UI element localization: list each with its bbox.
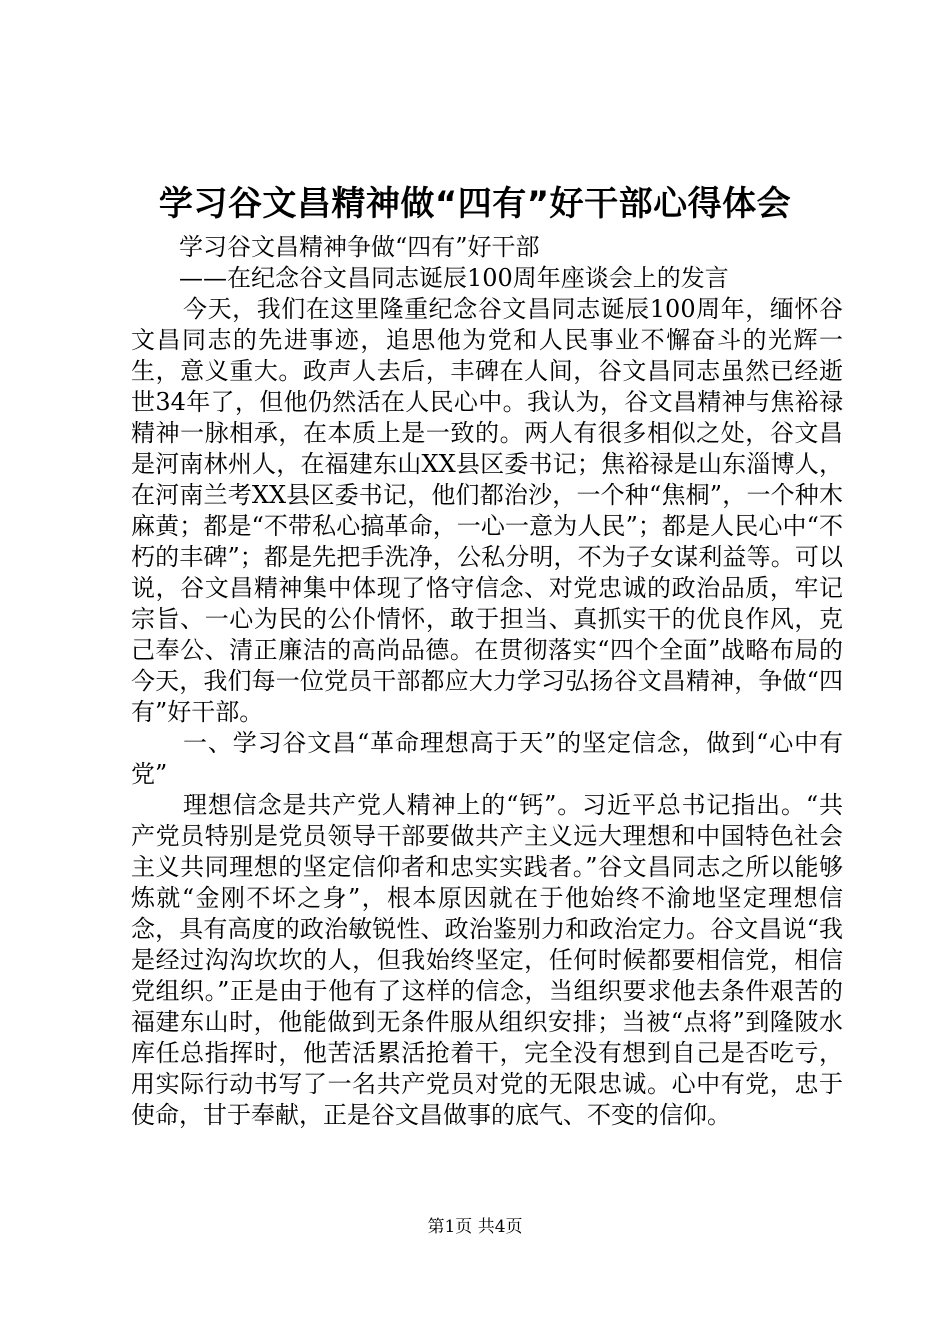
document-body (131, 232, 843, 1131)
section-paragraph: 理想信念是共产党人精神上的“钙”。习近平总书记指出。“共产党员特别是党员领导干部要做共产主义远大理想和中国特色社会主义共同理想的坚定信仰者和忠实实践者。”谷文昌同志之所以能够炼就“金刚不坏之身”，根本原因就在于他始终不渝地坚定理想信念，具有高度的政治敏锐性、政治鉴别力和政治定力。谷文昌说“我是经过沟沟坎坎的人，但我始终坚定，任何时候都要相信党，相信党组织。”正是由于他有了这样的信念，当组织要求他去条件艰苦的福建东山时，他能做到无条件服从组织安排；当被“点将”到隆陂水库任总指挥时，他苦活累活抢着干，完全没有想到自己是否吃亏，用实际行动书写了一名共产党员对党的无限忠诚。心中有党，忠于使命，甘于奉献，正是谷文昌做事的底气、不变的信仰。 (131, 791, 843, 1129)
document-title: 学习谷文昌精神做“四有”好干部心得体会 (158, 184, 792, 224)
subtitle-line-1: 学习谷文昌精神争做“四有”好干部 (179, 233, 540, 261)
section-heading: 一、学习谷文昌“革命理想高于天”的坚定信念，做到“心中有党” (131, 729, 843, 788)
body-paragraph: 今天，我们在这里隆重纪念谷文昌同志诞辰100周年，缅怀谷文昌同志的先进事迹，追思他为党和人民事业不懈奋斗的光辉一生，意义重大。政声人去后，丰碑在人间，谷文昌同志虽然已经逝世34年了，但他仍然活在人民心中。我认为，谷文昌精神与焦裕禄精神一脉相承，在本质上是一致的。两人有很多相似之处，谷文昌是河南林州人，在福建东山XX县区委书记；焦裕禄是山东淄博人，在河南兰考XX县区委书记，他们都治沙，一个种“焦桐”，一个种木麻黄；都是“不带私心搞革命，一心一意为人民”；都是人民心中“不朽的丰碑”；都是先把手洗净，公私分明，不为子女谋利益等。可以说，谷文昌精神集中体现了恪守信念、对党忠诚的政治品质，牢记宗旨、一心为民的公仆情怀，敢于担当、真抓实干的优良作风，克己奉公、清正廉洁的高尚品德。在贯彻落实“四个全面”战略布局的今天，我们每一位党员干部都应大力学习弘扬谷文昌精神，争做“四有”好干部。 (131, 295, 843, 726)
page-footer: 第1页 共4页 (427, 1217, 523, 1237)
subtitle-line-2: ——在纪念谷文昌同志诞辰100周年座谈会上的发言 (179, 264, 729, 292)
